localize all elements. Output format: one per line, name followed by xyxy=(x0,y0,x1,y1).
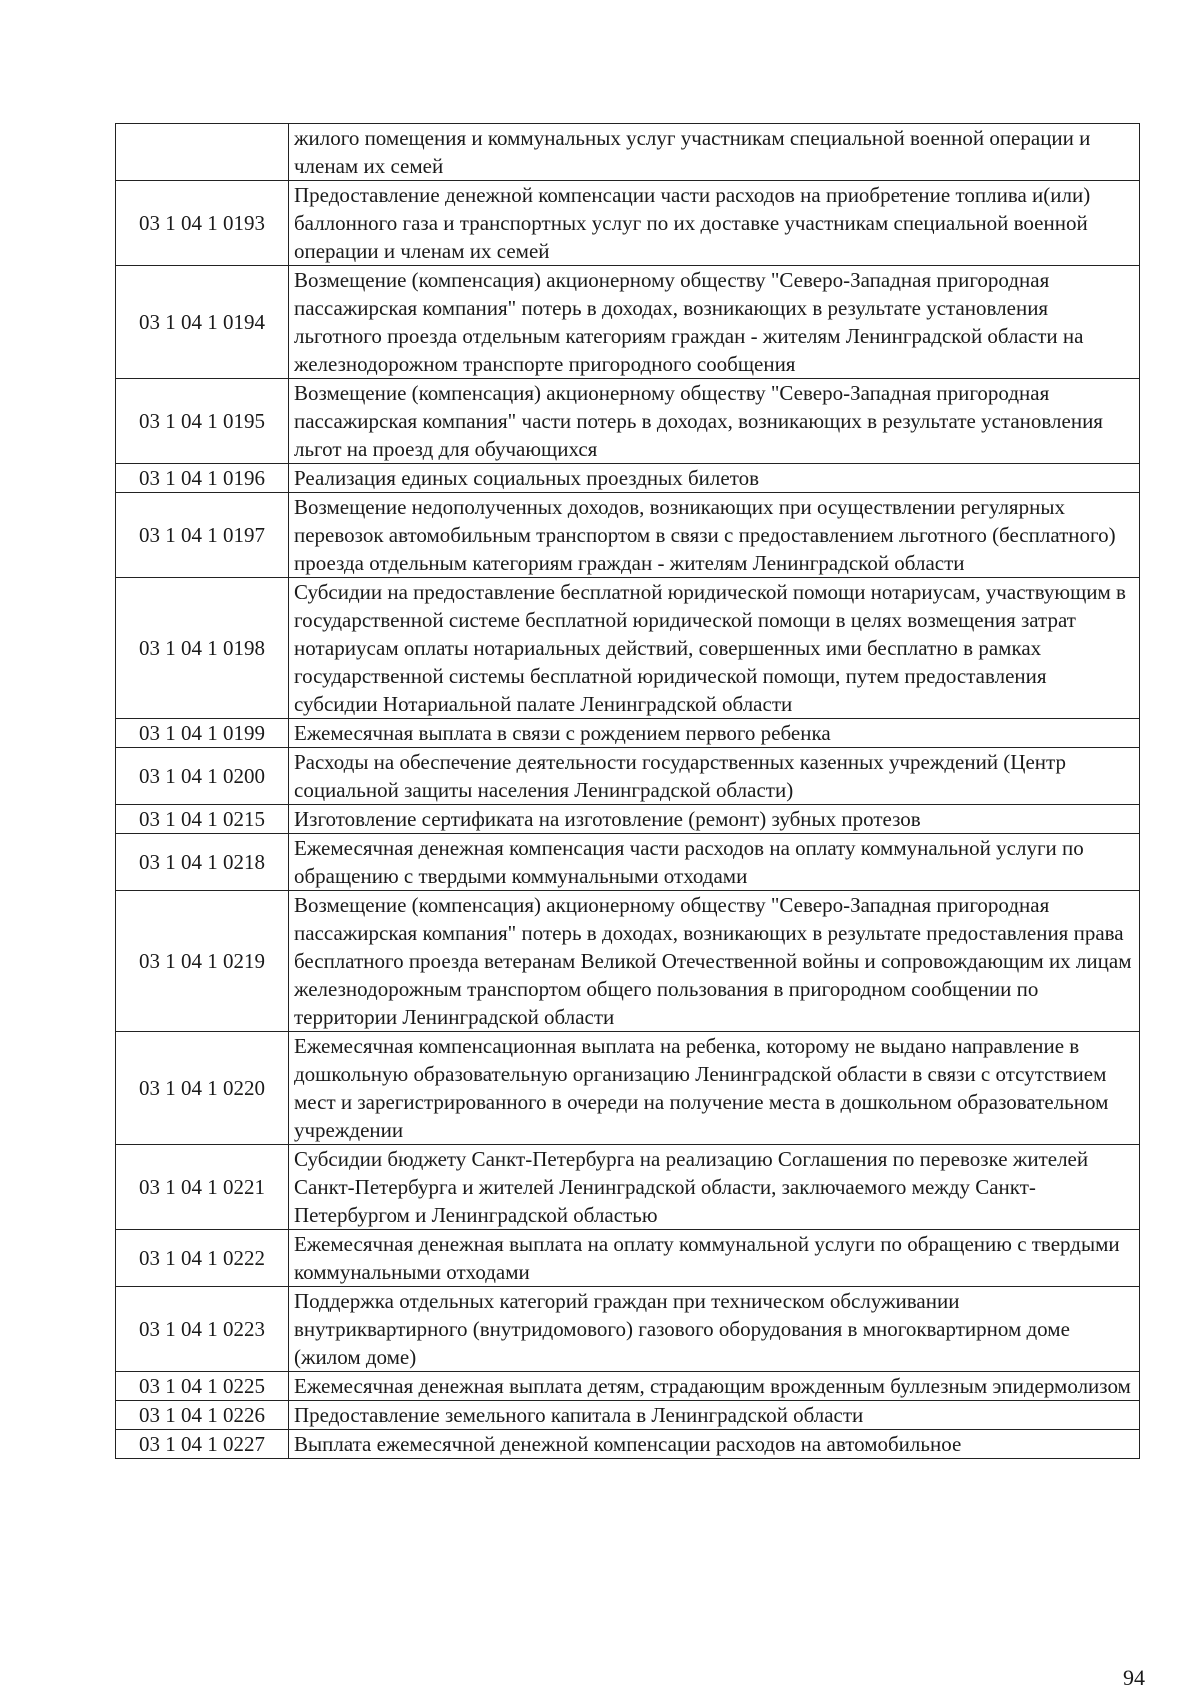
table-row xyxy=(116,891,1140,1032)
table-row xyxy=(116,1145,1140,1230)
row-description: Субсидии на предоставление бесплатной юридической помощи нотариусам, участвующим в государственной системе бесплатной юридической помощи в целях возмещения затрат нотариусам оплаты нотариальных действий, совершенных ими бесплатно в рамках государственной системы бесплатной юридической помощи, путем предоставления субсидии Нотариальной палате Ленинградской области xyxy=(289,578,1140,719)
row-description: Субсидии бюджету Санкт-Петербурга на реализацию Соглашения по перевозке жителей Санкт-Петербурга и жителей Ленинградской области, заключаемого между Санкт-Петербургом и Ленинградской областью xyxy=(289,1145,1140,1230)
budget-codes-table xyxy=(115,123,1140,1459)
table-row xyxy=(116,1430,1140,1459)
row-code: 03 1 04 1 0225 xyxy=(116,1372,289,1401)
row-code: 03 1 04 1 0223 xyxy=(116,1287,289,1372)
row-description: Ежемесячная денежная выплата на оплату коммунальной услуги по обращению с твердыми коммунальными отходами xyxy=(289,1230,1140,1287)
row-code: 03 1 04 1 0219 xyxy=(116,891,289,1032)
row-description: Предоставление денежной компенсации части расходов на приобретение топлива и(или) баллонного газа и транспортных услуг по их доставке участникам специальной военной операции и членам их семей xyxy=(289,181,1140,266)
row-code: 03 1 04 1 0222 xyxy=(116,1230,289,1287)
row-code: 03 1 04 1 0221 xyxy=(116,1145,289,1230)
row-code: 03 1 04 1 0194 xyxy=(116,266,289,379)
table-row xyxy=(116,834,1140,891)
table-row xyxy=(116,493,1140,578)
table-row xyxy=(116,266,1140,379)
row-code: 03 1 04 1 0200 xyxy=(116,748,289,805)
table-row xyxy=(116,1401,1140,1430)
row-description: Возмещение (компенсация) акционерному обществу "Северо-Западная пригородная пассажирская компания" потерь в доходах, возникающих в результате установления льготного проезда отдельным категориям граждан - жителям Ленинградской области на железнодорожном транспорте пригородного сообщения xyxy=(289,266,1140,379)
table-row xyxy=(116,1032,1140,1145)
table-row xyxy=(116,748,1140,805)
row-code: 03 1 04 1 0226 xyxy=(116,1401,289,1430)
table-row xyxy=(116,1230,1140,1287)
row-code: 03 1 04 1 0195 xyxy=(116,379,289,464)
table-row xyxy=(116,464,1140,493)
row-code xyxy=(116,124,289,181)
row-code: 03 1 04 1 0198 xyxy=(116,578,289,719)
row-description: Изготовление сертификата на изготовление (ремонт) зубных протезов xyxy=(289,805,1140,834)
row-description: Возмещение (компенсация) акционерному обществу "Северо-Западная пригородная пассажирская компания" потерь в доходах, возникающих в результате предоставления права бесплатного проезда ветеранам Великой Отечественной войны и сопровождающим их лицам железнодорожным транспортом общего пользования в пригородном сообщении по территории Ленинградской области xyxy=(289,891,1140,1032)
row-description: Возмещение недополученных доходов, возникающих при осуществлении регулярных перевозок автомобильным транспортом в связи с предоставлением льготного (бесплатного) проезда отдельным категориям граждан - жителям Ленинградской области xyxy=(289,493,1140,578)
row-description: Поддержка отдельных категорий граждан при техническом обслуживании внутриквартирного (внутридомового) газового оборудования в многоквартирном доме (жилом доме) xyxy=(289,1287,1140,1372)
row-description: Предоставление земельного капитала в Ленинградской области xyxy=(289,1401,1140,1430)
table-row xyxy=(116,805,1140,834)
row-description: Реализация единых социальных проездных билетов xyxy=(289,464,1140,493)
row-description: Расходы на обеспечение деятельности государственных казенных учреждений (Центр социальной защиты населения Ленинградской области) xyxy=(289,748,1140,805)
row-code: 03 1 04 1 0199 xyxy=(116,719,289,748)
row-description: Ежемесячная денежная выплата детям, страдающим врожденным буллезным эпидермолизом xyxy=(289,1372,1140,1401)
row-code: 03 1 04 1 0196 xyxy=(116,464,289,493)
page-number: 94 xyxy=(1123,1665,1145,1690)
row-description: Выплата ежемесячной денежной компенсации расходов на автомобильное xyxy=(289,1430,1140,1459)
row-description: жилого помещения и коммунальных услуг участникам специальной военной операции и членам их семей xyxy=(289,124,1140,181)
row-code: 03 1 04 1 0218 xyxy=(116,834,289,891)
row-description: Ежемесячная компенсационная выплата на ребенка, которому не выдано направление в дошкольную образовательную организацию Ленинградской области в связи с отсутствием мест и зарегистрированного в очереди на получение места в дошкольном образовательном учреждении xyxy=(289,1032,1140,1145)
row-code: 03 1 04 1 0227 xyxy=(116,1430,289,1459)
row-code: 03 1 04 1 0220 xyxy=(116,1032,289,1145)
row-description: Ежемесячная денежная компенсация части расходов на оплату коммунальной услуги по обращению с твердыми коммунальными отходами xyxy=(289,834,1140,891)
table-row xyxy=(116,1372,1140,1401)
row-code: 03 1 04 1 0215 xyxy=(116,805,289,834)
table-row xyxy=(116,578,1140,719)
table-row xyxy=(116,181,1140,266)
row-code: 03 1 04 1 0197 xyxy=(116,493,289,578)
row-description: Ежемесячная выплата в связи с рождением первого ребенка xyxy=(289,719,1140,748)
row-description: Возмещение (компенсация) акционерному обществу "Северо-Западная пригородная пассажирская компания" части потерь в доходах, возникающих в результате установления льгот на проезд для обучающихся xyxy=(289,379,1140,464)
table-row xyxy=(116,1287,1140,1372)
table-row xyxy=(116,719,1140,748)
table-row xyxy=(116,379,1140,464)
table-row xyxy=(116,124,1140,181)
table-body xyxy=(116,124,1140,1459)
row-code: 03 1 04 1 0193 xyxy=(116,181,289,266)
